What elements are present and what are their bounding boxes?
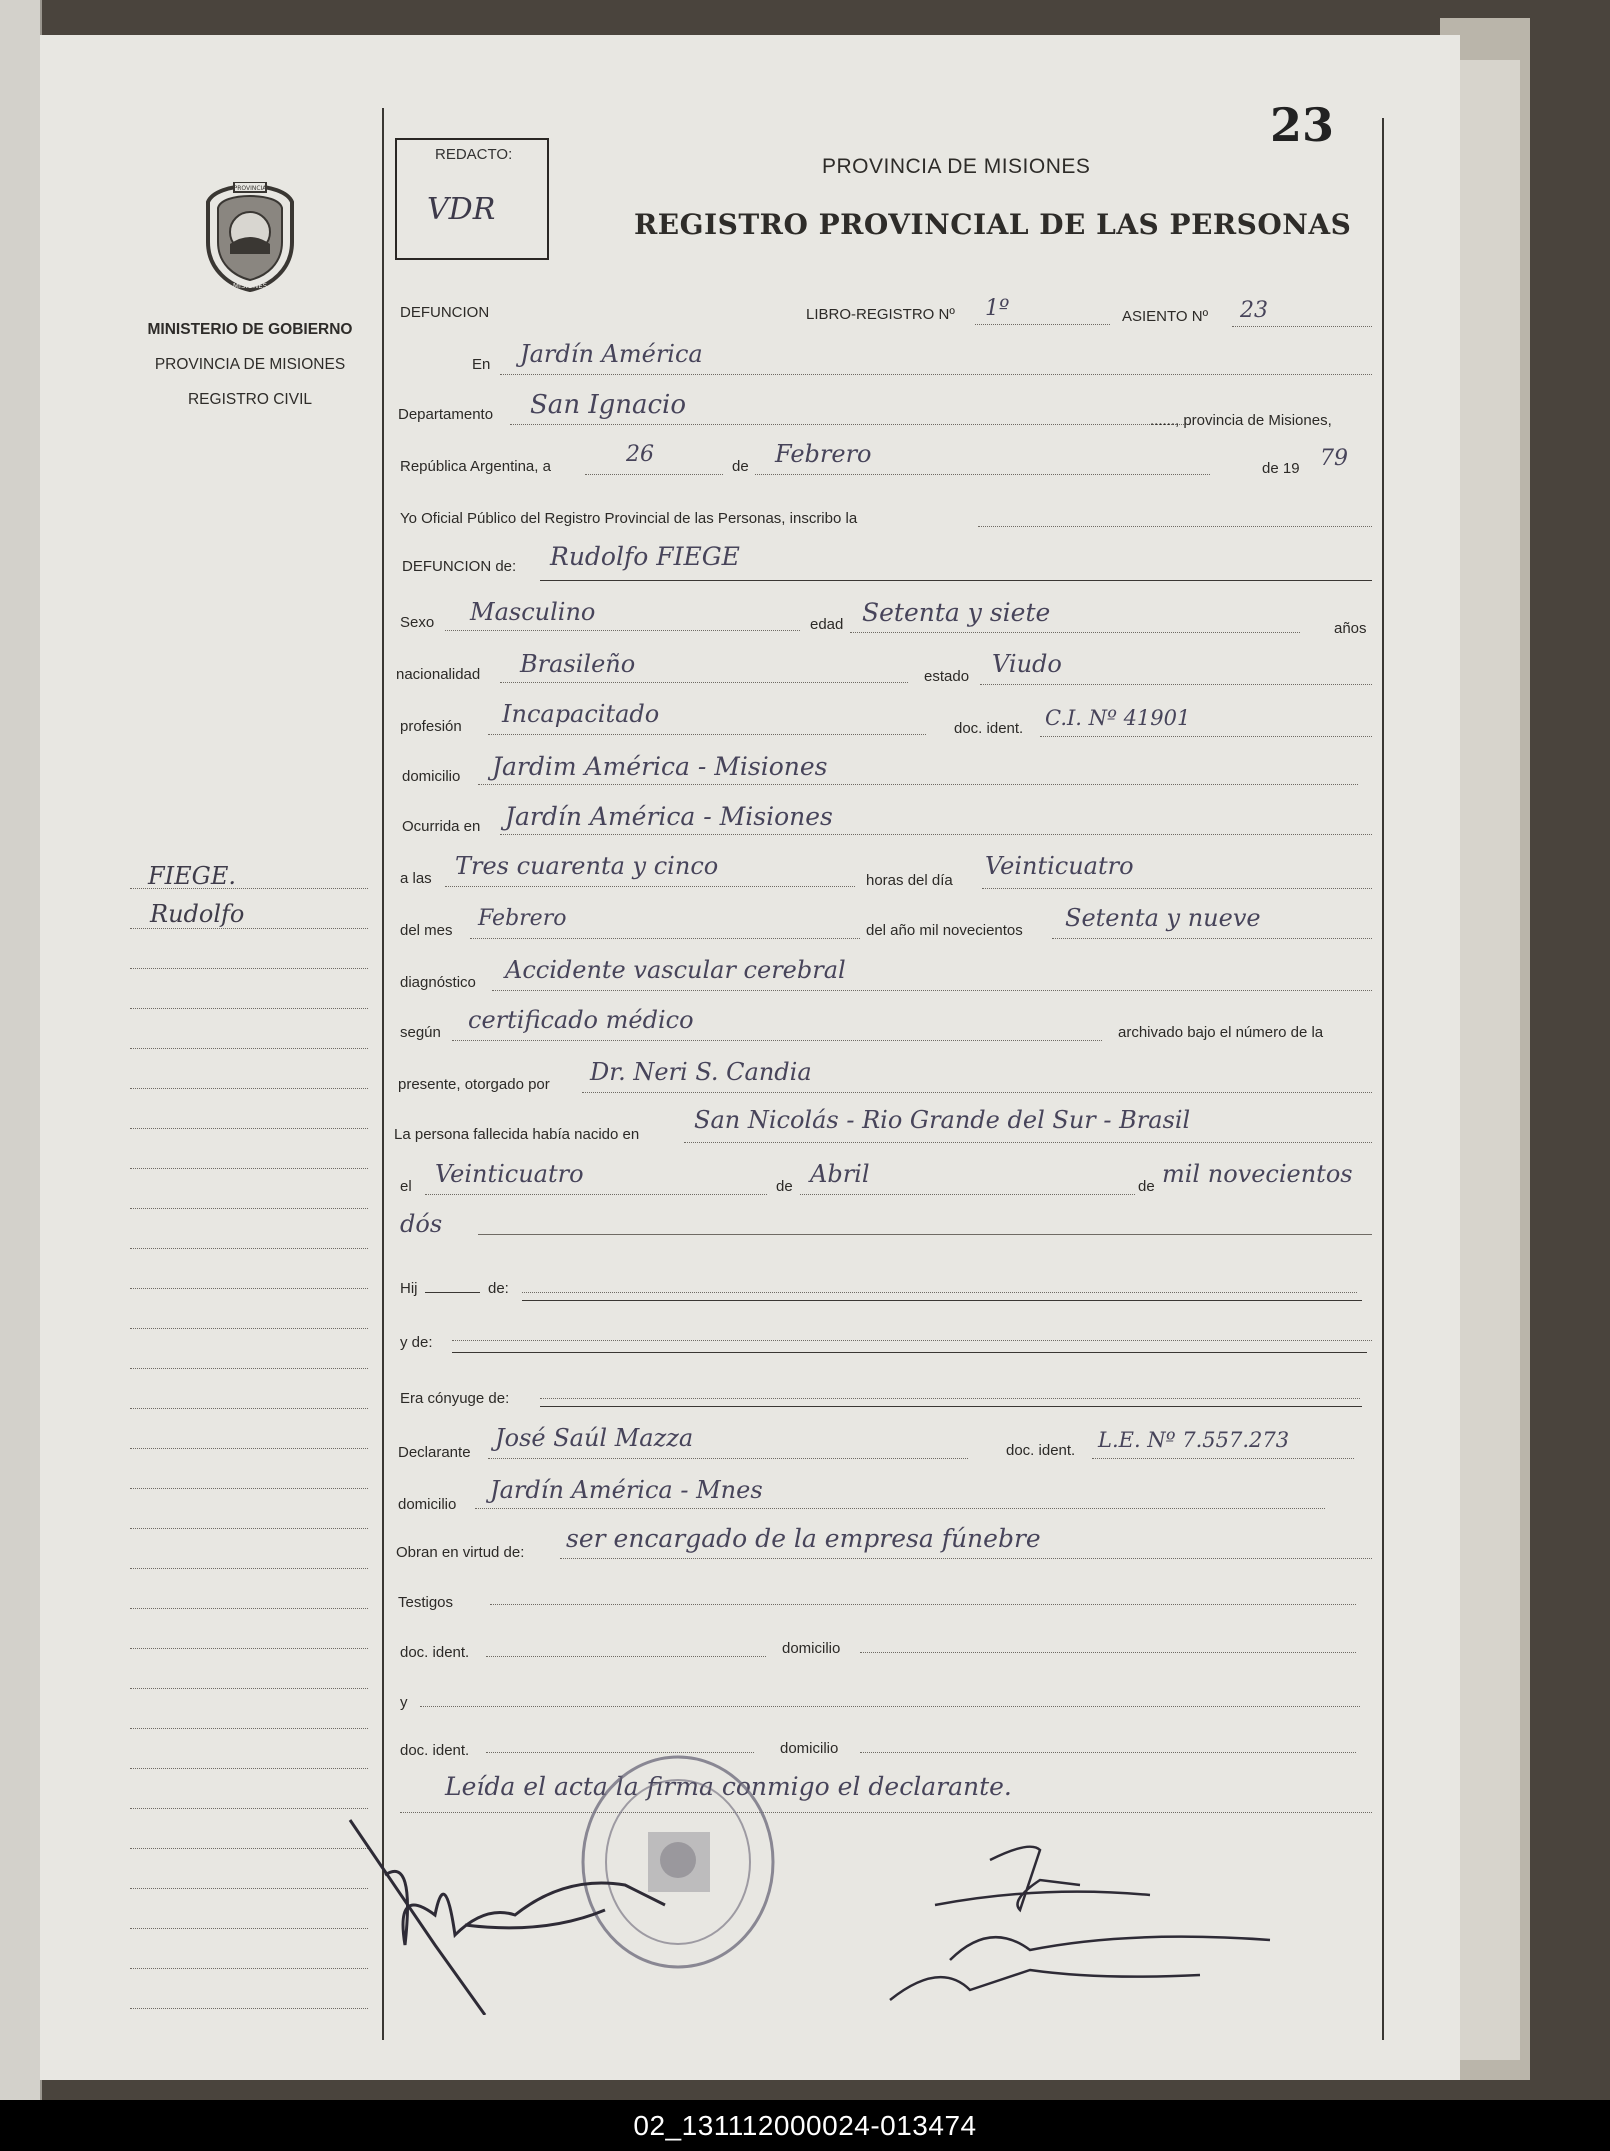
emblem-top-text: PROVINCIA (233, 185, 267, 192)
nacido-label: La persona fallecida había nacido en (394, 1126, 640, 1143)
margin-line (130, 1928, 368, 1929)
sexo-value: Masculino (470, 598, 596, 626)
el-de-label-2: de (1138, 1178, 1155, 1195)
t1-doc-label: doc. ident. (400, 1644, 470, 1661)
conyuge-label: Era cónyuge de: (400, 1390, 510, 1407)
departamento-value: San Ignacio (530, 390, 687, 420)
anio-label: del año mil novecientos (866, 922, 1023, 939)
t1-doc-line (486, 1656, 766, 1657)
registry-title: REGISTRO PROVINCIAL DE LAS PERSONAS (634, 208, 1352, 241)
month-value: Febrero (775, 440, 872, 468)
margin-line (130, 1848, 368, 1849)
declarant-signature (345, 1815, 675, 2015)
doc-ident-value: C.I. Nº 41901 (1045, 706, 1191, 730)
y-de-solid-line (452, 1352, 1367, 1353)
margin-line (130, 1528, 368, 1529)
del-mes-line (470, 938, 860, 939)
t1-dom-label: domicilio (782, 1640, 841, 1657)
dia-value: Veinticuatro (985, 852, 1134, 880)
margin-line (130, 1288, 368, 1289)
margin-line (130, 1808, 368, 1809)
t2-dom-label: domicilio (780, 1740, 839, 1757)
margin-line (130, 1088, 368, 1089)
closing-line (400, 1812, 1372, 1813)
ocurrida-value: Jardín América - Misiones (505, 802, 833, 831)
defuncion-de-label: DEFUNCION de: (402, 558, 517, 575)
closing-text: Leída el acta la firma conmigo el declarante. (445, 1772, 1012, 1801)
de-label: de (732, 458, 749, 475)
de19-label: de 19 (1262, 460, 1300, 477)
y-line (420, 1706, 1360, 1707)
margin-line (130, 1208, 368, 1209)
sexo-label: Sexo (400, 614, 435, 631)
page-number: 23 (1270, 98, 1335, 152)
decl-domicilio-value: Jardín América - Mnes (490, 1476, 763, 1504)
horas-label: horas del día (866, 872, 953, 889)
deceased-line (540, 580, 1372, 581)
anio-value: Setenta y nueve (1065, 904, 1261, 932)
ministry-block (120, 312, 380, 417)
estado-value: Viudo (992, 650, 1062, 678)
margin-line (130, 1048, 368, 1049)
redacto-label: REDACTO: (435, 146, 513, 163)
margin-line (130, 928, 368, 929)
margin-line (130, 1648, 368, 1649)
margin-line (130, 1768, 368, 1769)
domicilio-label: domicilio (402, 768, 461, 785)
deceased-name: Rudolfo FIEGE (550, 542, 740, 571)
republica-label: República Argentina, a (400, 458, 551, 475)
en-label: En (472, 356, 491, 373)
day-line (585, 474, 723, 475)
nac-anio-line (478, 1234, 1372, 1235)
obran-label: Obran en virtud de: (396, 1544, 525, 1561)
y-label: y (400, 1694, 408, 1711)
book-pages-edge (1460, 60, 1520, 2060)
segun-line (452, 1040, 1102, 1041)
libro-label: LIBRO-REGISTRO Nº (806, 306, 955, 323)
day-value: 26 (626, 442, 654, 467)
margin-line (130, 1168, 368, 1169)
t2-doc-label: doc. ident. (400, 1742, 470, 1759)
ocurrida-line (500, 834, 1372, 835)
el-label: el (400, 1178, 412, 1195)
del-mes-label: del mes (400, 922, 453, 939)
obran-line (560, 1558, 1372, 1559)
el-de-label: de (776, 1178, 793, 1195)
hij-suffix-line (425, 1292, 480, 1293)
decl-doc-label: doc. ident. (1006, 1442, 1076, 1459)
provincia-suffix: ......, provincia de Misiones, (1150, 412, 1332, 429)
nacido-value: San Nicolás - Rio Grande del Sur - Brasil (694, 1106, 1191, 1134)
sexo-line (445, 630, 800, 631)
margin-line (130, 2008, 368, 2009)
ministry-registry: REGISTRO CIVIL (187, 391, 313, 408)
margin-line (130, 1488, 368, 1489)
conyuge-solid-line (540, 1406, 1362, 1407)
domicilio-value: Jardim América - Misiones (492, 752, 828, 781)
asiento-label: ASIENTO Nº (1122, 308, 1209, 325)
libro-value: 1º (985, 296, 1010, 321)
obran-value: ser encargado de la empresa fúnebre (566, 1524, 1041, 1553)
nacionalidad-value: Brasileño (520, 650, 636, 678)
doc-ident-label: doc. ident. (954, 720, 1024, 737)
margin-line (130, 1688, 368, 1689)
edad-value: Setenta y siete (862, 598, 1051, 627)
oficial-line (978, 526, 1372, 527)
presente-value: Dr. Neri S. Candia (590, 1058, 812, 1086)
ocurrida-label: Ocurrida en (402, 818, 481, 835)
declarante-line (488, 1458, 968, 1459)
anio-line (1052, 938, 1372, 939)
libro-line (975, 324, 1110, 325)
el-value: Veinticuatro (435, 1160, 584, 1188)
hij-line (522, 1292, 1357, 1293)
margin-line (130, 1448, 368, 1449)
estado-line (980, 684, 1372, 685)
margin-line (130, 1968, 368, 1969)
decl-doc-value: L.E. Nº 7.557.273 (1098, 1428, 1290, 1452)
margin-given-name: Rudolfo (150, 900, 245, 928)
ministry-province: PROVINCIA DE MISIONES (154, 356, 346, 373)
dia-line (982, 888, 1372, 889)
form-type-label: DEFUNCION (400, 304, 490, 321)
margin-line (130, 1408, 368, 1409)
province-title: PROVINCIA DE MISIONES (822, 155, 1091, 178)
conyuge-line (540, 1398, 1360, 1399)
margin-line (130, 1008, 368, 1009)
nac-anio-value: mil novecientos (1162, 1160, 1353, 1188)
margin-line (130, 1248, 368, 1249)
hij-label: Hij (400, 1280, 418, 1297)
margin-line (130, 1368, 368, 1369)
presente-label: presente, otorgado por (398, 1076, 550, 1093)
diagnostico-value: Accidente vascular cerebral (505, 956, 846, 984)
testigos-label: Testigos (398, 1594, 454, 1611)
declarante-value: José Saúl Mazza (495, 1424, 694, 1452)
nacionalidad-label: nacionalidad (396, 666, 481, 683)
redacto-initials: VDR (427, 192, 496, 227)
diagnostico-line (492, 990, 1372, 991)
y-de-line (452, 1340, 1372, 1341)
left-page-edge (0, 0, 42, 2100)
doc-ident-line (1040, 736, 1372, 737)
nacionalidad-line (500, 682, 908, 683)
en-line (500, 374, 1372, 375)
testigos-line (490, 1604, 1356, 1605)
domicilio-line (478, 784, 1358, 785)
ministry-name: MINISTERIO DE GOBIERNO (147, 321, 353, 338)
diagnostico-label: diagnóstico (400, 974, 476, 991)
departamento-line (510, 424, 1190, 425)
t2-dom-line (860, 1752, 1356, 1753)
a-las-value: Tres cuarenta y cinco (455, 852, 719, 880)
margin-line (130, 1888, 368, 1889)
form-left-border (382, 108, 384, 2040)
hij-de-label: de: (488, 1280, 509, 1297)
redacto-box (395, 138, 549, 260)
a-las-label: a las (400, 870, 432, 887)
official-signature (880, 1840, 1330, 2010)
profesion-line (488, 734, 926, 735)
segun-label: según (400, 1024, 441, 1041)
asiento-line (1232, 326, 1372, 327)
el-line (425, 1194, 767, 1195)
margin-line (130, 1568, 368, 1569)
margin-line (130, 1328, 368, 1329)
departamento-label: Departamento (398, 406, 494, 423)
archivado-label: archivado bajo el número de la (1118, 1024, 1324, 1041)
t1-dom-line (860, 1652, 1356, 1653)
margin-line (130, 1728, 368, 1729)
anos-label: años (1334, 620, 1367, 637)
province-emblem-icon (200, 182, 300, 294)
decl-doc-line (1092, 1458, 1354, 1459)
mes-value: Febrero (478, 906, 567, 931)
segun-value: certificado médico (468, 1006, 694, 1034)
edad-line (850, 632, 1300, 633)
declarante-label: Declarante (398, 1444, 471, 1461)
emblem-bottom-text: MISIONES (232, 282, 268, 290)
edad-label: edad (810, 616, 844, 633)
presente-line (582, 1092, 1372, 1093)
en-value: Jardín América (520, 340, 703, 368)
profesion-value: Incapacitado (502, 700, 660, 728)
y-de-label: y de: (400, 1334, 433, 1351)
nacido-line (684, 1142, 1372, 1143)
year-value: 79 (1320, 446, 1348, 471)
hij-solid-line (522, 1300, 1362, 1301)
oficial-text: Yo Oficial Público del Registro Provincial de las Personas, inscribo la (400, 510, 858, 527)
decl-domicilio-label: domicilio (398, 1496, 457, 1513)
estado-label: estado (924, 668, 970, 685)
image-id-footer: 02_131112000024-013474 (0, 2100, 1610, 2151)
month-line (755, 474, 1210, 475)
nac-mes-value: Abril (810, 1160, 870, 1188)
margin-line (130, 1608, 368, 1609)
nac-anio-value-2: dós (400, 1210, 443, 1238)
form-right-border (1382, 118, 1384, 2040)
asiento-value: 23 (1240, 298, 1268, 323)
margin-surname: FIEGE. (148, 862, 236, 890)
a-las-line (445, 886, 855, 887)
margin-line (130, 968, 368, 969)
margin-line (130, 1128, 368, 1129)
profesion-label: profesión (400, 718, 462, 735)
nac-mes-line (800, 1194, 1135, 1195)
decl-domicilio-line (475, 1508, 1325, 1509)
